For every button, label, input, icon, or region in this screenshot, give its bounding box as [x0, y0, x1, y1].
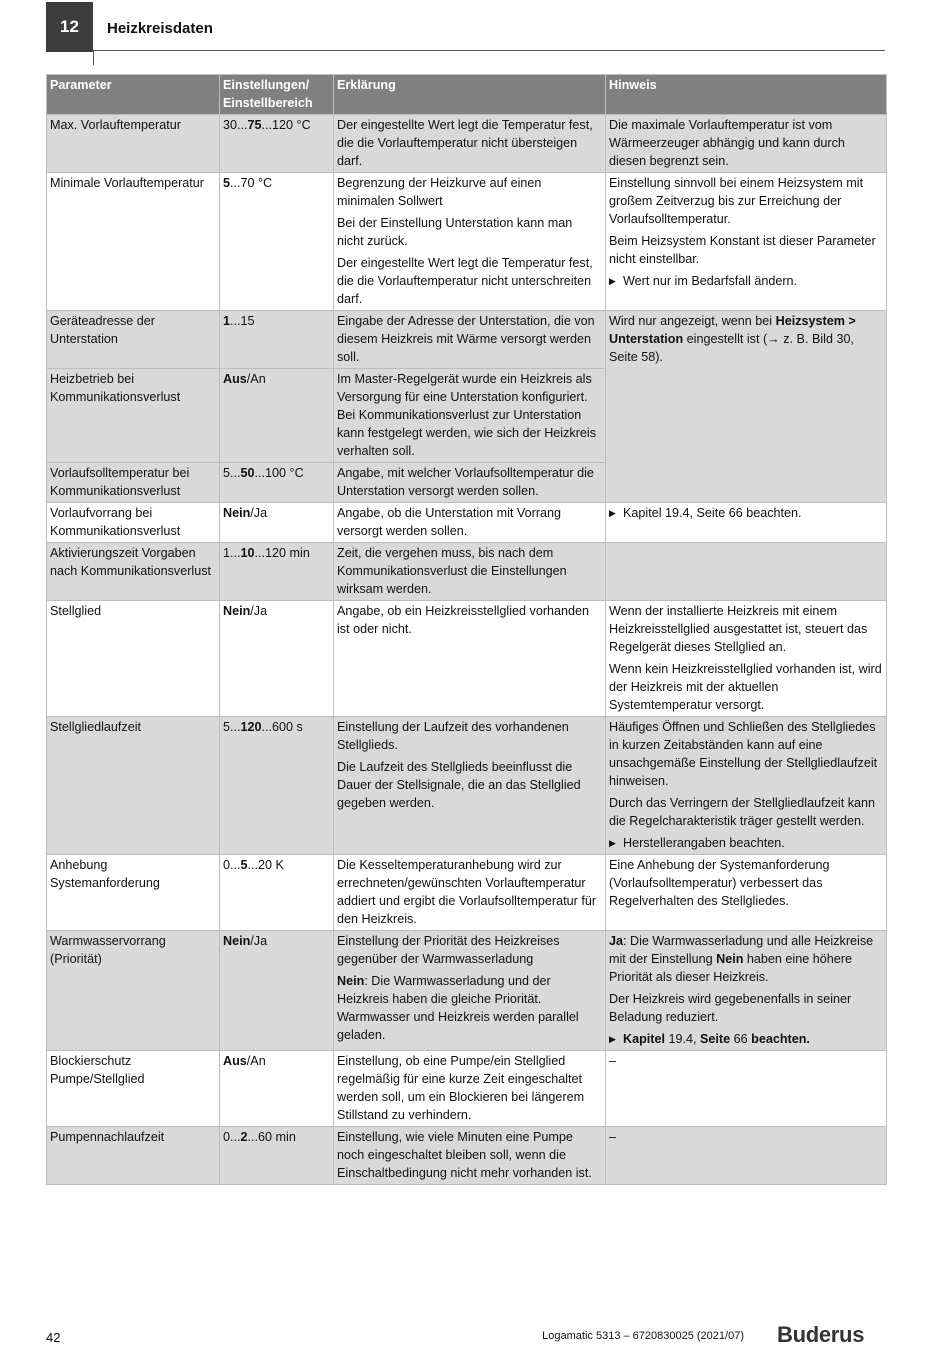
param-setting: Nein/Ja — [220, 601, 334, 717]
param-note: ▶ Kapitel 19.4, Seite 66 beachten. — [606, 503, 887, 543]
header-settings: Einstellungen/ Einstellbereich — [220, 75, 334, 115]
triangle-right-icon: ▶ — [609, 508, 616, 518]
chapter-divider — [93, 50, 94, 65]
param-name: Stellgliedlaufzeit — [47, 717, 220, 855]
document-reference: Logamatic 5313 – 6720830025 (2021/07) — [542, 1330, 744, 1342]
table-row — [47, 173, 887, 311]
param-explanation: Begrenzung der Heizkurve auf einen minimalen Sollwert Bei der Einstellung Unterstation kann man nicht zurück. Der eingestellte Wert legt die Temperatur fest, die die Vorlauftemperatur nicht unterschreiten darf. — [334, 173, 606, 311]
table-header-row — [47, 75, 887, 115]
param-setting: Aus/An — [220, 1051, 334, 1127]
triangle-right-icon: ▶ — [609, 838, 616, 848]
param-explanation: Der eingestellte Wert legt die Temperatur fest, die die Vorlauftemperatur nicht übersteigen darf. — [334, 115, 606, 173]
param-note: Wird nur angezeigt, wenn bei Heizsystem > Unterstation eingestellt ist (→ z. B. Bild 30, Seite 58). — [606, 311, 887, 503]
param-explanation: Angabe, ob die Unterstation mit Vorrang versorgt werden sollen. — [334, 503, 606, 543]
param-name: Minimale Vorlauftemperatur — [47, 173, 220, 311]
param-note: Ja: Die Warmwasserladung und alle Heizkreise mit der Einstellung Nein haben eine höhere Priorität als dieser Heizkreis. Der Heizkreis wird gegebenenfalls in seiner Beladung reduziert. ▶ Kapitel 19.4, Seite 66 beachten. — [606, 931, 887, 1051]
table-row — [47, 503, 887, 543]
table-row — [47, 601, 887, 717]
param-explanation: Im Master-Regelgerät wurde ein Heizkreis als Versorgung für eine Unterstation konfiguriert. Bei Kommunikationsverlust zur Unterstation kann festgelegt werden, wie sich der Heizkreis verhalten soll. — [334, 369, 606, 463]
header-note: Hinweis — [606, 75, 887, 115]
param-name: Max. Vorlauftemperatur — [47, 115, 220, 173]
param-explanation: Einstellung der Priorität des Heizkreises gegenüber der Warmwasserladung Nein: Die Warmwasserladung und der Heizkreis haben die gleiche Priorität. Warmwasser und Heizkreis werden parallel geladen. — [334, 931, 606, 1051]
param-explanation: Einstellung der Laufzeit des vorhandenen Stellglieds. Die Laufzeit des Stellglieds beeinflusst die Dauer der Stellsignale, die an das Stellglied gegeben werden. — [334, 717, 606, 855]
param-explanation: Zeit, die vergehen muss, bis nach dem Kommunikationsverlust die Einstellungen wirksam werden. — [334, 543, 606, 601]
chapter-number: 12 — [46, 2, 93, 52]
param-note — [606, 543, 887, 601]
param-name: Pumpennachlaufzeit — [47, 1127, 220, 1185]
param-setting: Nein/Ja — [220, 503, 334, 543]
param-note: Häufiges Öffnen und Schließen des Stellgliedes in kurzen Zeitabständen kann auf eine unsachgemäße Einstellung der Stellgliedlaufzeit hinweisen. Durch das Verringern der Stellgliedlaufzeit kann die Regelcharakteristik träger gestellt werden. ▶ Herstellerangaben beachten. — [606, 717, 887, 855]
triangle-right-icon: ▶ — [609, 1034, 616, 1044]
table-row — [47, 1127, 887, 1185]
chapter-title: Heizkreisdaten — [107, 20, 213, 37]
header-explanation: Erklärung — [334, 75, 606, 115]
param-note: – — [606, 1127, 887, 1185]
param-note: Die maximale Vorlauftemperatur ist vom Wärmeerzeuger abhängig und kann durch diesen begrenzt sein. — [606, 115, 887, 173]
param-setting: 0...5...20 K — [220, 855, 334, 931]
table-row — [47, 855, 887, 931]
param-setting: 0...2...60 min — [220, 1127, 334, 1185]
param-note: Einstellung sinnvoll bei einem Heizsystem mit großem Zeitverzug bis zur Erreichung der Vorlaufsolltemperatur. Beim Heizsystem Konstant ist dieser Parameter nicht einstellbar. ▶ Wert nur im Bedarfsfall ändern. — [606, 173, 887, 311]
param-explanation: Einstellung, wie viele Minuten eine Pumpe noch eingeschaltet bleiben soll, wenn die Einschaltbedingung nicht mehr vorhanden ist. — [334, 1127, 606, 1185]
table-row — [47, 543, 887, 601]
param-setting: 5...70 °C — [220, 173, 334, 311]
param-setting: Nein/Ja — [220, 931, 334, 1051]
header-parameter: Parameter — [47, 75, 220, 115]
param-setting: 30...75...120 °C — [220, 115, 334, 173]
header-rule — [93, 50, 885, 51]
param-setting: 5...120...600 s — [220, 717, 334, 855]
param-name: Geräteadresse der Unterstation — [47, 311, 220, 369]
param-name: Heizbetrieb bei Kommunikationsverlust — [47, 369, 220, 463]
param-explanation: Die Kesseltemperaturanhebung wird zur errechneten/gewünschten Vorlauftemperatur addiert und ergibt die Vorlaufsolltemperatur für den Heizkreis. — [334, 855, 606, 931]
param-explanation: Angabe, mit welcher Vorlaufsolltemperatur die Unterstation versorgt werden sollen. — [334, 463, 606, 503]
param-explanation: Einstellung, ob eine Pumpe/ein Stellglied regelmäßig für eine kurze Zeit eingeschaltet werden soll, um ein Blockieren bei längerem Stillstand zu verhindern. — [334, 1051, 606, 1127]
param-note: Eine Anhebung der Systemanforderung (Vorlaufsolltemperatur) verbessert das Regelverhalten des Stellgliedes. — [606, 855, 887, 931]
table-row — [47, 1051, 887, 1127]
param-explanation: Angabe, ob ein Heizkreisstellglied vorhanden ist oder nicht. — [334, 601, 606, 717]
table-row — [47, 311, 887, 369]
table-row — [47, 115, 887, 173]
param-name: Warmwasservorrang (Priorität) — [47, 931, 220, 1051]
parameter-table — [46, 74, 887, 1185]
page-number: 42 — [46, 1330, 61, 1345]
param-name: Stellglied — [47, 601, 220, 717]
param-name: Anhebung Systemanforderung — [47, 855, 220, 931]
param-note: Wenn der installierte Heizkreis mit einem Heizkreisstellglied ausgestattet ist, steuert das Regelgerät dieses Stellglied an. Wenn kein Heizkreisstellglied vorhanden ist, wird der Heizkreis mit der aktuellen Systemtemperatur versorgt. — [606, 601, 887, 717]
param-setting: 1...15 — [220, 311, 334, 369]
table-row — [47, 931, 887, 1051]
triangle-right-icon: ▶ — [609, 276, 616, 286]
param-name: Vorlaufvorrang bei Kommunikationsverlust — [47, 503, 220, 543]
param-name: Blockierschutz Pumpe/Stellglied — [47, 1051, 220, 1127]
brand-logo: Buderus — [777, 1322, 865, 1347]
param-explanation: Eingabe der Adresse der Unterstation, die von diesem Heizkreis mit Wärme versorgt werden soll. — [334, 311, 606, 369]
table-row — [47, 717, 887, 855]
param-name: Vorlaufsolltemperatur bei Kommunikationsverlust — [47, 463, 220, 503]
param-note: – — [606, 1051, 887, 1127]
param-setting: 5...50...100 °C — [220, 463, 334, 503]
param-setting: 1...10...120 min — [220, 543, 334, 601]
param-name: Aktivierungszeit Vorgaben nach Kommunikationsverlust — [47, 543, 220, 601]
param-setting: Aus/An — [220, 369, 334, 463]
